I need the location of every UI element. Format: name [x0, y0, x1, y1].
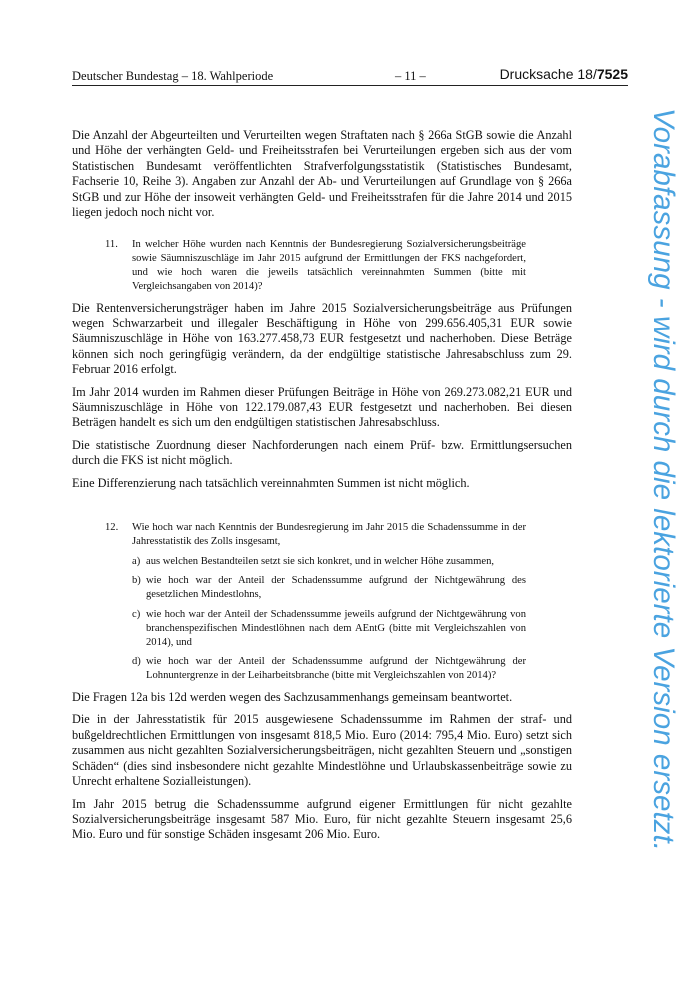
sub-label: d)	[132, 656, 141, 668]
paragraph: Die in der Jahresstatistik für 2015 ausgewiesene Schadenssumme im Rahmen der straf- und bußgeldrechtlichen Ermittlungen von insgesamt 818,5 Mio. Euro (2014: 795,4 Mio. Euro) setzt sich zusammen aus nicht gezahlten Sozialversicherungsbeiträgen, nicht gezahlten Steuern und „sonstigen Schäden“ (dies sind insbesondere nicht gezahlte Mindestlöhne und Urlaubskassenbeiträge sowie zu Unrecht erhaltene Sozialleistungen).	[72, 712, 572, 789]
question-12	[72, 521, 572, 683]
question-text: Wie hoch war nach Kenntnis der Bundesregierung im Jahr 2015 die Schadenssumme in der Jahresstatistik des Zolls insgesamt,	[132, 522, 526, 547]
sub-text: wie hoch war der Anteil der Schadenssumme aufgrund der Nichtgewährung der Lohnuntergrenze in der Leiharbeitsbranche (bitte mit Vergleichszahlen von 2014)?	[146, 656, 526, 682]
document-number	[500, 66, 628, 82]
paragraph: Eine Differenzierung nach tatsächlich vereinnahmten Summen ist nicht möglich.	[72, 475, 470, 490]
sub-text: wie hoch war der Anteil der Schadenssumme jeweils aufgrund der Nichtgewährung von branchenspezifischen Mindestlöhnen nach dem AEntG (bitte mit Vergleichszahlen von 2014), und	[146, 609, 526, 648]
document-number-bold: 7525	[596, 66, 628, 82]
draft-watermark	[643, 108, 683, 910]
page-number: – 11 –	[395, 69, 426, 83]
paragraph: Im Jahr 2014 wurden im Rahmen dieser Prüfungen Beiträge in Höhe von 269.273.082,21 EUR und Säumniszuschläge in Höhe von 122.179.087,43 EUR festgesetzt und nacherhoben. Bei diesen Beträgen handelt es sich um den endgültigen statistischen Jahresabschluss.	[72, 384, 572, 430]
document-number-prefix: 18/	[577, 66, 597, 82]
question-number: 12.	[105, 522, 119, 534]
sub-questions	[132, 555, 572, 683]
sub-question-a	[132, 555, 526, 569]
sub-text: aus welchen Bestandteilen setzt sie sich konkret, und in welcher Höhe zusammen,	[146, 555, 495, 567]
paragraph: Die Rentenversicherungsträger haben im Jahre 2015 Sozialversicherungsbeiträge aus Prüfungen wegen Schwarzarbeit und illegaler Beschäftigung in Höhe von 299.656.405,31 EUR sowie Säumniszuschläge in Höhe von 163.277.458,73 EUR festgesetzt und nacherhoben. Diese Beträge können sich noch geringfügig verändern, da der endgültige statistische Jahresabschluss zum 29. Februar 2016 erfolgt.	[72, 300, 572, 377]
paragraph: Im Jahr 2015 betrug die Schadenssumme aufgrund eigener Ermittlungen für nicht gezahlte Sozialversicherungsbeiträge insgesamt 587 Mio. Euro, für nicht gezahlte Steuern insgesamt 25,6 Mio. Euro und für sonstige Schäden insgesamt 206 Mio. Euro.	[72, 796, 572, 842]
sub-label: c)	[132, 609, 141, 621]
document-label: Drucksache	[499, 66, 574, 82]
document-body	[72, 128, 572, 850]
sub-question-d	[132, 655, 526, 683]
sub-label: b)	[132, 575, 141, 587]
sub-text: wie hoch war der Anteil der Schadenssumme aufgrund der Nichtgewährung des gesetzlichen Mindestlohns,	[146, 575, 526, 601]
question-11	[72, 238, 572, 293]
parliament-term: Deutscher Bundestag – 18. Wahlperiode	[72, 69, 274, 83]
question-number: 11.	[105, 239, 118, 251]
sub-label: a)	[132, 555, 141, 567]
page-header	[72, 66, 628, 86]
sub-question-c	[132, 608, 526, 649]
question-text: In welcher Höhe wurden nach Kenntnis der Bundesregierung Sozialversicherungsbeiträge sowie Säumniszuschläge im Jahr 2015 aufgrund der Ermittlungen der FKS nachgefordert, und wie hoch waren die jeweils tatsächlich vereinnahmten Summen (bitte mit Vergleichsangaben von 2014)?	[132, 239, 526, 292]
paragraph: Die statistische Zuordnung dieser Nachforderungen nach einem Prüf- bzw. Ermittlungsersuchen durch die FKS ist nicht möglich.	[72, 437, 572, 468]
watermark-text: Vorabfassung - wird durch die lektorierte Version ersetzt.	[647, 108, 680, 851]
paragraph: Die Fragen 12a bis 12d werden wegen des Sachzusammenhangs gemeinsam beantwortet.	[72, 690, 513, 705]
paragraph: Die Anzahl der Abgeurteilten und Verurteilten wegen Straftaten nach § 266a StGB sowie die Anzahl und Höhe der verhängten Geld- und Freiheitsstrafen bei Verurteilungen ergeben sich aus der vom Statistischen Bundesamt veröffentlichten Strafverfolgungsstatistik (Statistisches Bundesamt, Fachserie 10, Reihe 3). Angaben zur Anzahl der Ab- und Verurteilungen auf Grundlage von § 266a StGB und zur Höhe der insoweit verhängten Geld- und Freiheitsstrafen für die Jahre 2014 und 2015 liegen jedoch noch nicht vor.	[72, 128, 572, 220]
sub-question-b	[132, 574, 526, 602]
header-divider	[72, 85, 628, 86]
